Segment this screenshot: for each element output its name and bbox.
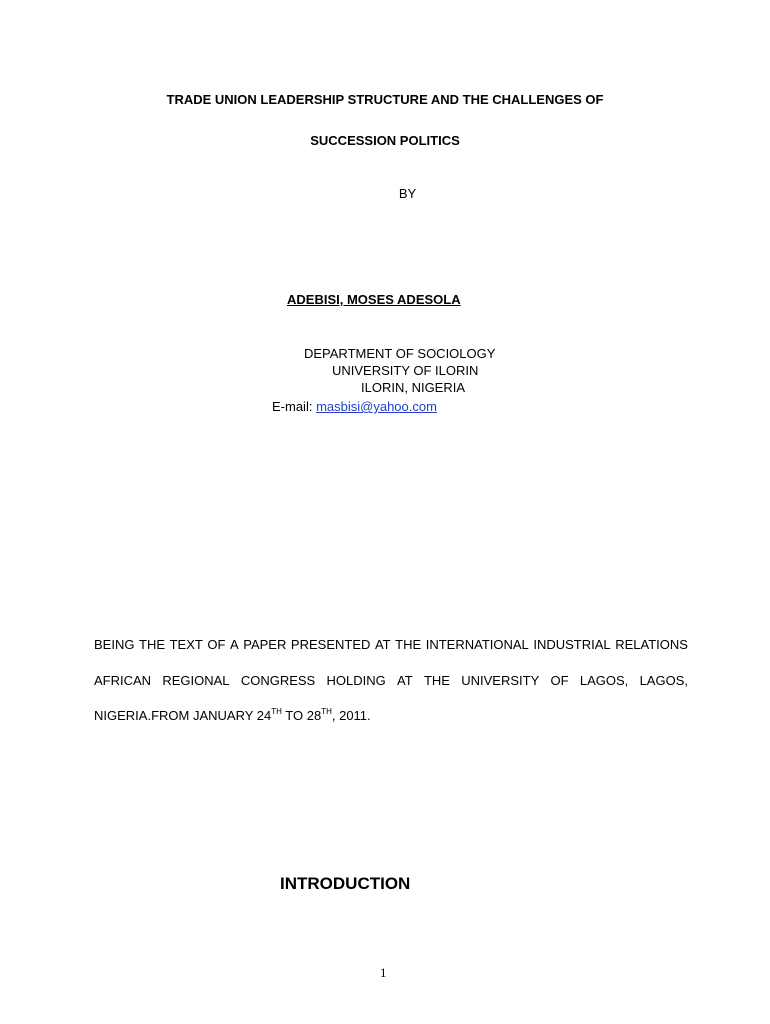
paper-note-word: RELATIONS — [615, 637, 688, 652]
by-label: BY — [398, 186, 417, 201]
email-link[interactable]: masbisi@yahoo.com — [316, 399, 437, 414]
paper-note-word: OF — [550, 673, 569, 688]
paper-note-word: TEXT — [169, 637, 203, 652]
title-line-1: TRADE UNION LEADERSHIP STRUCTURE AND THE CHALLENGES OF — [166, 92, 604, 107]
author-name: ADEBISI, MOSES ADESOLA — [287, 292, 461, 307]
paper-note-text: NIGERIA.FROM JANUARY 24 — [94, 708, 272, 723]
page-number: 1 — [380, 965, 387, 980]
department: DEPARTMENT OF SOCIOLOGY — [304, 346, 496, 361]
paper-note-word: AFRICAN — [94, 673, 152, 688]
paper-note-text: , 2011. — [331, 708, 371, 723]
paper-note-word: REGIONAL — [162, 673, 230, 688]
paper-note-word: LAGOS, — [579, 673, 629, 688]
paper-note-word: LAGOS, — [639, 673, 688, 688]
title-line-2: SUCCESSION POLITICS — [310, 133, 460, 148]
university: UNIVERSITY OF ILORIN — [332, 363, 479, 378]
paper-note-word: CONGRESS — [240, 673, 316, 688]
paper-note-text: TO 28 — [281, 708, 322, 723]
paper-note-word: THE — [423, 673, 450, 688]
email-label: E-mail: — [272, 399, 313, 414]
paper-note-word: A — [230, 637, 239, 652]
paper-note-word: BEING — [94, 637, 135, 652]
paper-note-word: AT — [374, 637, 391, 652]
paper-note-word: THE — [395, 637, 422, 652]
paper-note-line-3 — [94, 708, 371, 724]
paper-note-word: PAPER — [243, 637, 287, 652]
section-heading: INTRODUCTION — [280, 874, 411, 893]
paper-note-word: OF — [207, 637, 226, 652]
paper-note-word: THE — [139, 637, 166, 652]
paper-note-word: INTERNATIONAL — [425, 637, 529, 652]
location: ILORIN, NIGERIA — [361, 380, 466, 395]
paper-note-word: AT — [397, 673, 413, 688]
ordinal-suffix: TH — [321, 707, 332, 716]
ordinal-suffix: TH — [271, 707, 282, 716]
paper-note-word: UNIVERSITY — [461, 673, 540, 688]
paper-note-word: HOLDING — [326, 673, 386, 688]
paper-note-word: INDUSTRIAL — [533, 637, 611, 652]
paper-note-word: PRESENTED — [290, 637, 371, 652]
paper-note-line-2 — [94, 673, 688, 689]
paper-note-line-1 — [94, 637, 688, 653]
email-line — [272, 399, 437, 415]
